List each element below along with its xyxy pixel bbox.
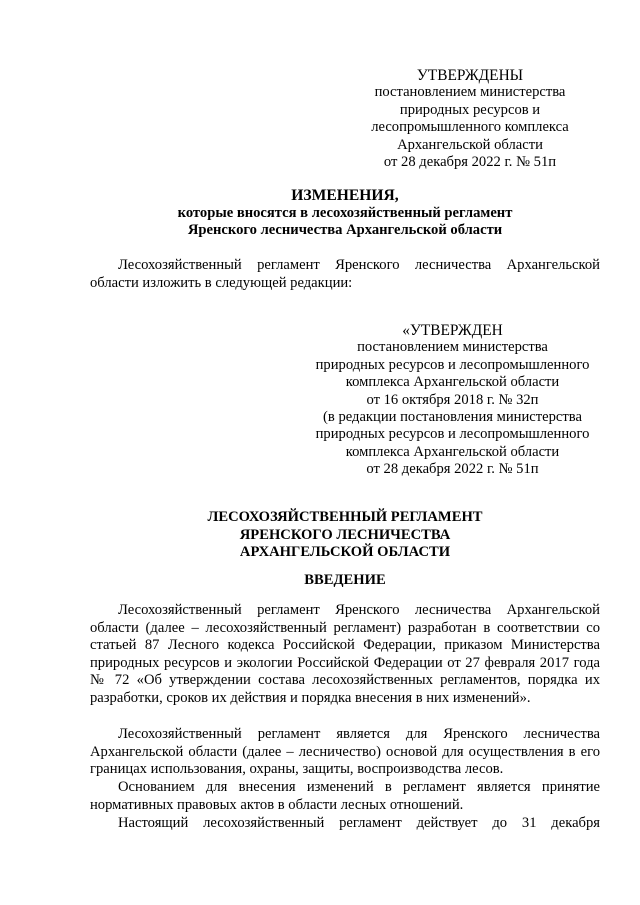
approval-inner-line-4: комплекса Архангельской области	[345, 374, 560, 391]
approval-top-line-6: от 28 декабря 2022 г. № 51п	[383, 154, 557, 171]
approval-top-line-1: УТВЕРЖДЕНЫ	[416, 67, 524, 84]
approval-top-line-3: природных ресурсов и	[399, 101, 541, 118]
approval-top-line-5: Архангельской области	[397, 136, 543, 153]
document-title-line-2: ЯРЕНСКОГО ЛЕСНИЧЕСТВА	[239, 526, 451, 543]
approval-inner-line-1: «УТВЕРЖДЕН	[402, 322, 503, 339]
changes-title-line-3: Яренского лесничества Архангельской области	[187, 222, 503, 239]
document-title	[90, 509, 600, 562]
body-paragraph-4: Настоящий лесохозяйственный регламент действует до 31 декабря	[118, 815, 600, 831]
approval-inner-line-7: природных ресурсов и лесопромышленного	[315, 426, 590, 443]
changes-title	[90, 187, 600, 240]
body-paragraph-1: Лесохозяйственный регламент Яренского лесничества Архангельской области (далее – лесохозяйственный регламент) разработан в соответствии со статьей 87 Лесного кодекса Российской Федерации, приказом Министерства природных ресурсов и экологии Российской Федерации от 27 февраля 2017 года № 72 «Об утверждении состава лесохозяйственных регламентов, порядка их разработки, сроков их действия и порядка внесения в них изменений».	[90, 602, 600, 706]
body-paragraph-3: Основанием для внесения изменений в регламент является принятие нормативных правовых актов в области лесных отношений.	[90, 779, 600, 813]
approval-inner-line-8: комплекса Архангельской области	[345, 443, 560, 460]
body-paragraph-2: Лесохозяйственный регламент является для Яренского лесничества Архангельской области (далее – лесничество) основой для осуществления в его границах использования, охраны, защиты, воспроизводства лесов.	[90, 726, 600, 778]
intro-paragraph: Лесохозяйственный регламент Яренского лесничества Архангельской области изложить в следующей редакции:	[90, 257, 600, 291]
approval-stamp-inner	[305, 322, 600, 479]
changes-title-line-2: которые вносятся в лесохозяйственный регламент	[177, 204, 513, 221]
approval-inner-line-2: постановлением министерства	[357, 339, 548, 356]
document-title-line-3: АРХАНГЕЛЬСКОЙ ОБЛАСТИ	[239, 544, 451, 561]
section-heading-introduction: ВВЕДЕНИЕ	[304, 572, 386, 588]
approval-stamp-top	[330, 67, 610, 171]
approval-inner-line-9: от 28 декабря 2022 г. № 51п	[366, 461, 539, 478]
approval-inner-line-3: природных ресурсов и лесопромышленного	[315, 356, 590, 373]
approval-top-line-2: постановлением министерства	[374, 84, 566, 101]
changes-title-line-1: ИЗМЕНЕНИЯ,	[291, 187, 399, 204]
approval-inner-line-6: (в редакции постановления министерства	[323, 409, 582, 426]
approval-top-line-4: лесопромышленного комплекса	[371, 119, 569, 136]
document-title-line-1: ЛЕСОХОЗЯЙСТВЕННЫЙ РЕГЛАМЕНТ	[207, 509, 483, 525]
approval-inner-line-5: от 16 октября 2018 г. № 32п	[366, 391, 539, 408]
